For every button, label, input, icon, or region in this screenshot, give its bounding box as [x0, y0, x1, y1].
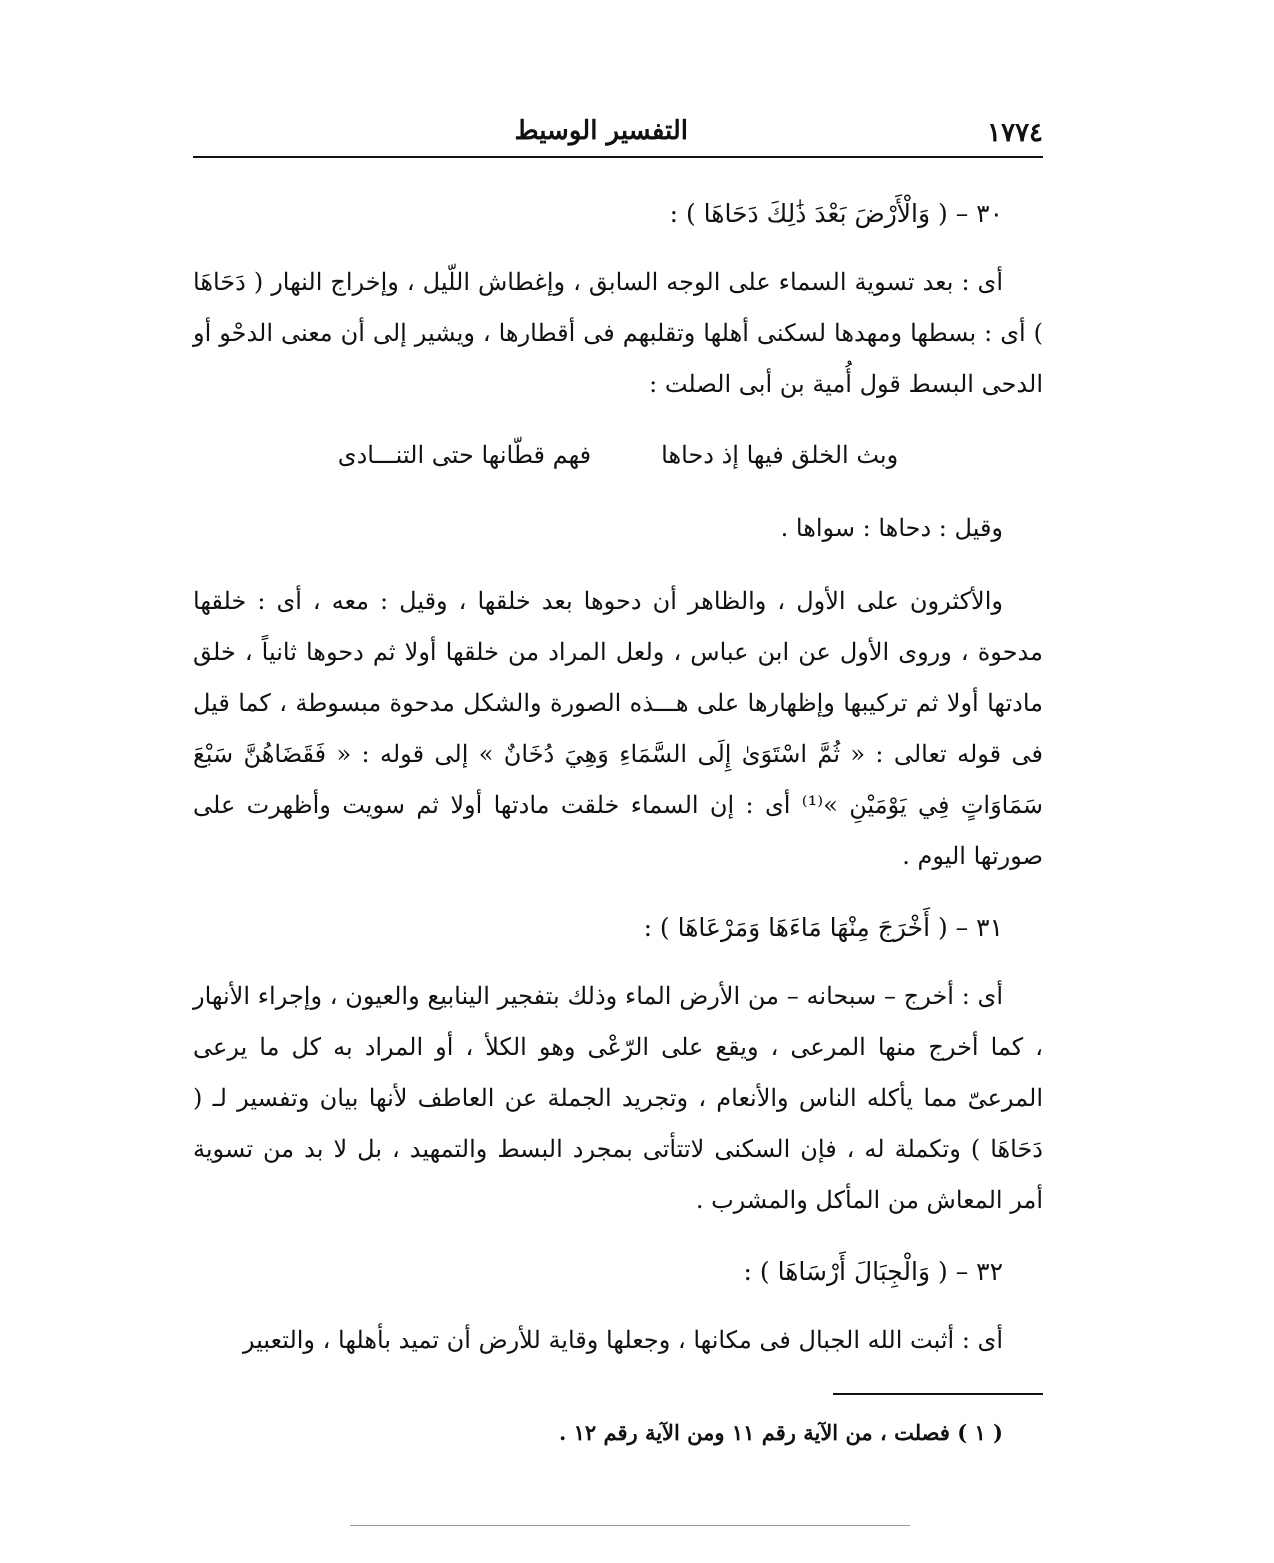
bottom-rule	[350, 1525, 910, 1526]
main-text	[193, 180, 1043, 1386]
header-rule	[193, 156, 1043, 158]
verse-32-heading: ٣٢ – ( وَالْجِبَالَ أَرْسَاهَا ) :	[743, 1257, 1003, 1286]
verse-30-paragraph-2: والأكثرون على الأول ، والظاهر أن دحوها بعد خلقها ، وقيل : معه ، أى : خلقها مدحوة ، وروى الأول عن ابن عباس ، ولعل المراد من خلقها أولا ثم دحوها ثانياً ، خلق مادتها أولا ثم تركيبها وإظهارها على هـــذه الصورة والشكل مدحوة مبسوطة ، كما قيل فى قوله تعالى : « ثُمَّ اسْتَوَىٰ إِلَى السَّمَاءِ وَهِيَ دُخَانٌ » إلى قوله : « فَقَضَاهُنَّ سَبْعَ سَمَاوَاتٍ فِي يَوْمَيْنِ »⁽¹⁾ أى : إن السماء خلقت مادتها أولا ثم سويت وأظهرت على صورتها اليوم .	[193, 587, 1043, 870]
footnote-rule	[833, 1393, 1043, 1395]
poem-verse	[193, 430, 1043, 481]
page-header	[193, 112, 1043, 152]
verse-31-heading: ٣١ – ( أَخْرَجَ مِنْهَا مَاءَهَا وَمَرْعَاهَا ) :	[643, 913, 1003, 942]
verse-30-alternative: وقيل : دحاها : سواها .	[780, 514, 1003, 542]
verse-30-paragraph-1: أى : بعد تسوية السماء على الوجه السابق ، وإغطاش اللّيل ، وإخراج النهار ( دَحَاهَا ) أى : بسطها ومهدها لسكنى أهلها وتقلبهم فى أقطارها ، ويشير إلى أن معنى الدحْو أو الدحى البسط قول أُمية بن أبى الصلت :	[193, 268, 1043, 398]
verse-30-heading: ٣٠ – ( وَالْأَرْضَ بَعْدَ ذَٰلِكَ دَحَاهَا ) :	[669, 199, 1003, 228]
poem-hemistich-second: فهم قطّانها حتى التنـــادى	[337, 441, 592, 469]
page-number: ١٧٧٤	[987, 118, 1043, 148]
footnote: ( ١ ) فصلت ، من الآية رقم ١١ ومن الآية رقم ١٢ .	[558, 1420, 1003, 1445]
poem-hemistich-first: وبث الخلق فيها إذ دحاها	[661, 441, 899, 469]
running-title: التفسير الوسيط	[514, 116, 688, 146]
verse-31-paragraph: أى : أخرج – سبحانه – من الأرض الماء وذلك بتفجير الينابيع والعيون ، وإجراء الأنهار ، كما أخرج منها المرعى ، ويقع على الرّعْى وهو الكلأ ، أو المراد به كل ما يرعى المرعىّ مما يأكله الناس والأنعام ، وتجريد الجملة عن العاطف لأنها بيان وتفسير لـ ( دَحَاهَا ) وتكملة له ، فإن السكنى لاتتأتى بمجرد البسط والتمهيد ، بل لا بد من تسوية أمر المعاش من المأكل والمشرب .	[193, 982, 1043, 1214]
verse-32-paragraph: أى : أثبت الله الجبال فى مكانها ، وجعلها وقاية للأرض أن تميد بأهلها ، والتعبير	[242, 1326, 1003, 1354]
